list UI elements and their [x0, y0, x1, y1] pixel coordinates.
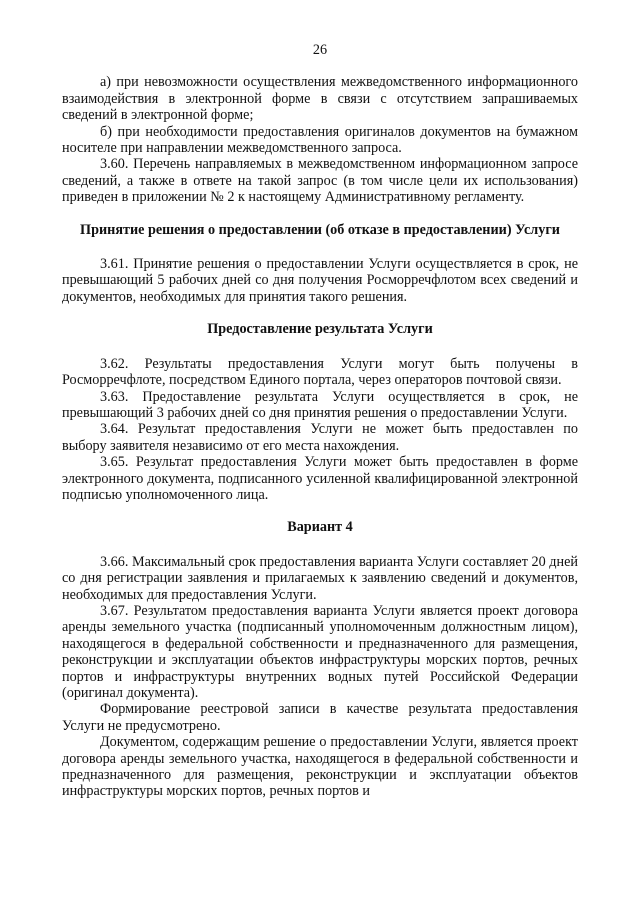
- paragraph-3-60: 3.60. Перечень направляемых в межведомственном информационном запросе сведений, а также в ответе на такой запрос (в том числе цели их использования) приведен в приложении № 2 к настоящему Административному регламенту.: [62, 156, 578, 206]
- paragraph-decision-document: Документом, содержащим решение о предоставлении Услуги, является проект договора аренды земельного участка, находящегося в федеральной собственности и предназначенного для размещения, реконструкции и эксплуатации объектов инфраструктуры морских портов, речных портов и: [62, 734, 578, 800]
- section-heading-decision: Принятие решения о предоставлении (об отказе в предоставлении) Услуги: [80, 221, 560, 238]
- paragraph-3-64: 3.64. Результат предоставления Услуги не может быть предоставлен по выбору заявителя независимо от его места нахождения.: [62, 421, 578, 454]
- paragraph-3-61: 3.61. Принятие решения о предоставлении Услуги осуществляется в срок, не превышающий 5 рабочих дней со дня получения Росморречфлотом всех сведений и документов, необходимых для принятия такого решения.: [62, 256, 578, 305]
- section-heading-variant-4: Вариант 4: [287, 519, 353, 536]
- paragraph-3-67: 3.67. Результатом предоставления варианта Услуги является проект договора аренды земельного участка (подписанный уполномоченным должностным лицом), находящегося в федеральной собственности и предназначенного для размещения, реконструкции и эксплуатации объектов инфраструктуры морских портов, речных портов и инфраструктуры внутренних водных путей Российской Федерации (оригинал документа).: [62, 602, 578, 701]
- paragraph-registry-record: Формирование реестровой записи в качестве результата предоставления Услуги не предусмотрено.: [62, 701, 578, 734]
- paragraph-3-63: 3.63. Предоставление результата Услуги осуществляется в срок, не превышающий 3 рабочих дней со дня принятия решения о предоставлении Услуги.: [62, 388, 578, 421]
- page-number: 26: [312, 42, 328, 58]
- paragraph-3-62: 3.62. Результаты предоставления Услуги могут быть получены в Росморречфлоте, посредством Единого портала, через операторов почтовой связи.: [62, 355, 578, 389]
- paragraph-3-66: 3.66. Максимальный срок предоставления варианта Услуги составляет 20 дней со дня регистрации заявления и прилагаемых к заявлению сведений и документов, необходимых для предоставления Услуги.: [62, 553, 578, 603]
- paragraph-3-65: 3.65. Результат предоставления Услуги может быть предоставлен в форме электронного документа, подписанного усиленной квалифицированной электронной подписью уполномоченного лица.: [62, 454, 578, 503]
- paragraph-item-b: б) при необходимости предоставления оригиналов документов на бумажном носителе при направлении межведомственного запроса.: [62, 123, 578, 157]
- paragraph-item-a: а) при невозможности осуществления межведомственного информационного взаимодействия в электронной форме в связи с отсутствием запрашиваемых сведений в электронной форме;: [62, 74, 578, 124]
- section-heading-result: Предоставление результата Услуги: [207, 321, 433, 338]
